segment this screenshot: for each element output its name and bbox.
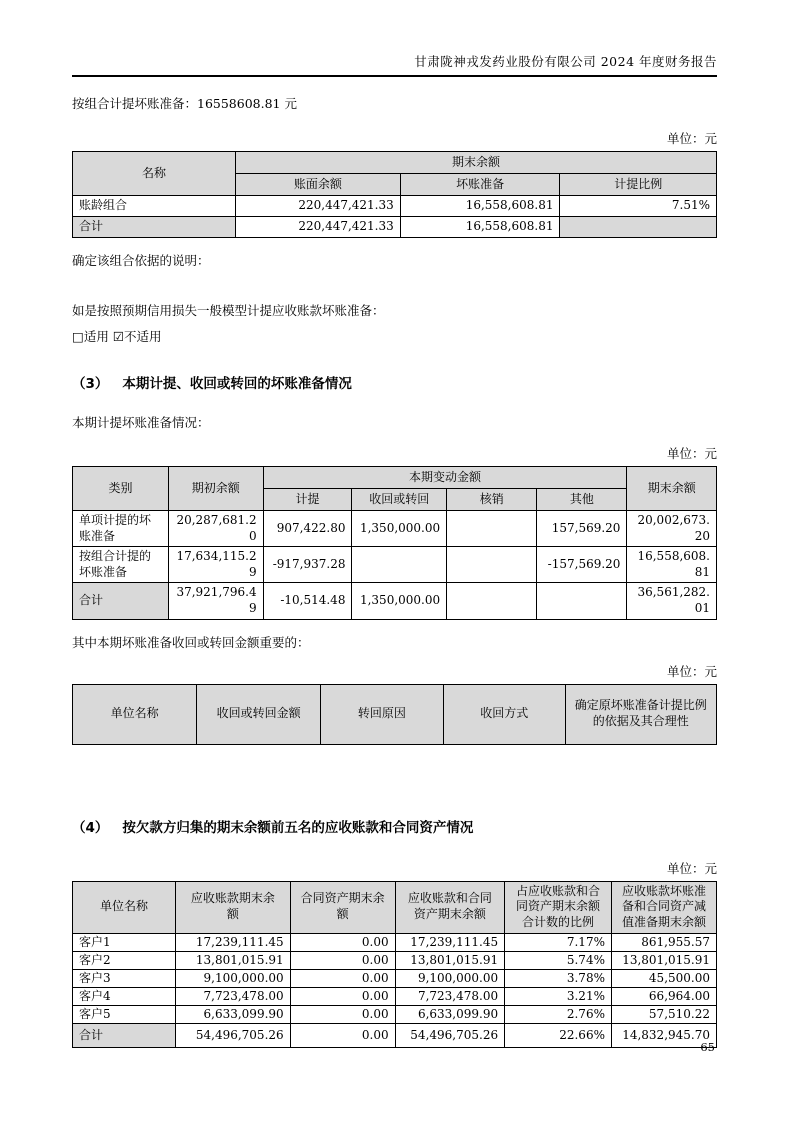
ecl-model-note: 如是按照预期信用损失一般模型计提应收账款坏账准备： [72, 303, 385, 318]
combination-provision-line: 按组合计提坏账准备：16558608.81 元 [72, 96, 297, 111]
report-title: 甘肃陇神戎发药业股份有限公司 2024 年度财务报告 [414, 54, 717, 69]
checkbox-checked-icon: ☑ [112, 329, 125, 344]
t4-customer: 客户5 [73, 1005, 176, 1023]
t1-row-label: 账龄组合 [73, 196, 236, 217]
t2-header-closing: 期末余额 [627, 467, 717, 511]
t2-category: 单项计提的坏账准备 [73, 511, 169, 547]
table-row [73, 547, 717, 583]
t4-total: 54,496,705.26 [395, 1023, 504, 1047]
t2-recover: 1,350,000.00 [352, 511, 447, 547]
t4-ar: 9,100,000.00 [176, 969, 291, 987]
t2-closing: 16,558,608.81 [627, 547, 717, 583]
section4-heading [72, 816, 717, 836]
t3-header-method: 收回方式 [443, 684, 565, 744]
t4-contract: 0.00 [290, 933, 395, 951]
t4-total: 6,633,099.90 [395, 1005, 504, 1023]
unit-label: 单位：元 [666, 131, 717, 146]
recovery-important-note: 其中本期坏账准备收回或转回金额重要的： [72, 634, 310, 650]
combination-basis-note: 确定该组合依据的说明： [72, 253, 210, 268]
table-row-total [73, 1023, 717, 1047]
t4-customer: 客户3 [73, 969, 176, 987]
t4-provision: 57,510.22 [611, 1005, 716, 1023]
section3-title: 本期计提、收回或转回的坏账准备情况 [122, 376, 352, 392]
section3-heading [72, 372, 717, 392]
t4-total: 17,239,111.45 [395, 933, 504, 951]
table-row-total [73, 583, 717, 619]
t4-header-combined-balance: 应收账款和合同资产期末余额 [395, 881, 504, 933]
t4-provision: 14,832,945.70 [611, 1023, 716, 1047]
t3-header-amount: 收回或转回金额 [197, 684, 321, 744]
t2-provision: -10,514.48 [263, 583, 352, 619]
table-row [73, 1005, 717, 1023]
not-applicable-label: 不适用 [124, 329, 162, 344]
t2-header-opening: 期初余额 [168, 467, 263, 511]
t2-header-provision: 计提 [263, 489, 352, 511]
unit-label: 单位：元 [666, 663, 717, 679]
unit-label: 单位：元 [666, 446, 717, 461]
t4-header-unit-name: 单位名称 [73, 881, 176, 933]
t1-header-ratio: 计提比例 [560, 174, 717, 196]
t2-header-change-group: 本期变动金额 [263, 467, 627, 489]
section4-title: 按欠款方归集的期末余额前五名的应收账款和合同资产情况 [122, 819, 474, 836]
t4-ar: 54,496,705.26 [176, 1023, 291, 1047]
t2-header-writeoff: 核销 [447, 489, 537, 511]
t4-ratio: 3.21% [505, 987, 612, 1005]
t2-total-label: 合计 [73, 583, 169, 619]
t4-ar: 13,801,015.91 [176, 951, 291, 969]
t4-ar: 17,239,111.45 [176, 933, 291, 951]
t4-contract: 0.00 [290, 1005, 395, 1023]
t4-ar: 6,633,099.90 [176, 1005, 291, 1023]
t2-header-category: 类别 [73, 467, 169, 511]
t1-ratio: 7.51% [560, 196, 717, 217]
applicable-label: 适用 [83, 329, 109, 344]
t2-opening: 17,634,115.29 [168, 547, 263, 583]
t4-total: 9,100,000.00 [395, 969, 504, 987]
t2-writeoff [447, 511, 537, 547]
t2-other [537, 583, 627, 619]
t4-total: 13,801,015.91 [395, 951, 504, 969]
t2-category: 按组合计提的坏账准备 [73, 547, 169, 583]
t2-closing: 36,561,282.01 [627, 583, 717, 619]
t4-contract: 0.00 [290, 969, 395, 987]
t1-book-balance: 220,447,421.33 [235, 196, 400, 217]
t1-total-bad-debt: 16,558,608.81 [400, 217, 560, 238]
t4-header-ar-balance: 应收账款期末余额 [176, 881, 291, 933]
t4-total: 7,723,478.00 [395, 987, 504, 1005]
t1-total-book-balance: 220,447,421.33 [235, 217, 400, 238]
t1-total-label: 合计 [73, 217, 236, 238]
t4-header-provision-balance: 应收账款坏账准备和合同资产减值准备期末余额 [611, 881, 716, 933]
t4-header-ratio: 占应收账款和合同资产期末余额合计数的比例 [505, 881, 612, 933]
t4-contract: 0.00 [290, 951, 395, 969]
t4-provision: 45,500.00 [611, 969, 716, 987]
t2-recover: 1,350,000.00 [352, 583, 447, 619]
unit-label: 单位：元 [666, 860, 717, 876]
t4-ar: 7,723,478.00 [176, 987, 291, 1005]
t4-customer: 客户1 [73, 933, 176, 951]
t1-total-ratio [560, 217, 717, 238]
t2-provision: -917,937.28 [263, 547, 352, 583]
aging-combination-table [72, 151, 717, 238]
table-row-total [73, 217, 717, 238]
t1-bad-debt: 16,558,608.81 [400, 196, 560, 217]
t1-header-book-balance: 账面余额 [235, 174, 400, 196]
table-row [73, 951, 717, 969]
t4-ratio: 5.74% [505, 951, 612, 969]
t2-header-other: 其他 [537, 489, 627, 511]
top5-customers-table [72, 881, 717, 1048]
table-row [73, 196, 717, 217]
section4-number: （4） [72, 819, 109, 836]
t2-writeoff [447, 547, 537, 583]
t2-opening: 37,921,796.49 [168, 583, 263, 619]
t2-recover [352, 547, 447, 583]
t2-provision: 907,422.80 [263, 511, 352, 547]
t2-other: -157,569.20 [537, 547, 627, 583]
t4-ratio: 2.76% [505, 1005, 612, 1023]
recovery-detail-table [72, 684, 717, 745]
applicability-line [72, 327, 717, 345]
provision-change-table [72, 466, 717, 620]
t4-customer: 客户2 [73, 951, 176, 969]
t4-contract: 0.00 [290, 987, 395, 1005]
section3-intro: 本期计提坏账准备情况： [72, 415, 210, 430]
table-row [73, 987, 717, 1005]
t3-header-reason: 转回原因 [320, 684, 443, 744]
t1-header-name: 名称 [73, 152, 236, 196]
section3-number: （3） [72, 376, 109, 392]
t3-header-basis: 确定原坏账准备计提比例的依据及其合理性 [565, 684, 716, 744]
t2-writeoff [447, 583, 537, 619]
t2-opening: 20,287,681.20 [168, 511, 263, 547]
t4-provision: 861,955.57 [611, 933, 716, 951]
t4-customer: 客户4 [73, 987, 176, 1005]
t2-other: 157,569.20 [537, 511, 627, 547]
checkbox-unchecked-icon: □ [72, 329, 84, 344]
t4-ratio: 7.17% [505, 933, 612, 951]
t1-header-closing-balance: 期末余额 [235, 152, 716, 174]
table-row [73, 969, 717, 987]
t2-header-recover: 收回或转回 [352, 489, 447, 511]
t4-provision: 13,801,015.91 [611, 951, 716, 969]
t4-ratio: 3.78% [505, 969, 612, 987]
t4-header-contract-balance: 合同资产期末余额 [290, 881, 395, 933]
t4-ratio: 22.66% [505, 1023, 612, 1047]
t2-closing: 20,002,673.20 [627, 511, 717, 547]
t3-header-unit-name: 单位名称 [73, 684, 197, 744]
table-row [73, 511, 717, 547]
t4-provision: 66,964.00 [611, 987, 716, 1005]
page-number: 65 [700, 1040, 715, 1054]
t4-total-label: 合计 [73, 1023, 176, 1047]
table-row [73, 933, 717, 951]
document-header [72, 0, 717, 77]
t4-contract: 0.00 [290, 1023, 395, 1047]
t1-header-bad-debt: 坏账准备 [400, 174, 560, 196]
